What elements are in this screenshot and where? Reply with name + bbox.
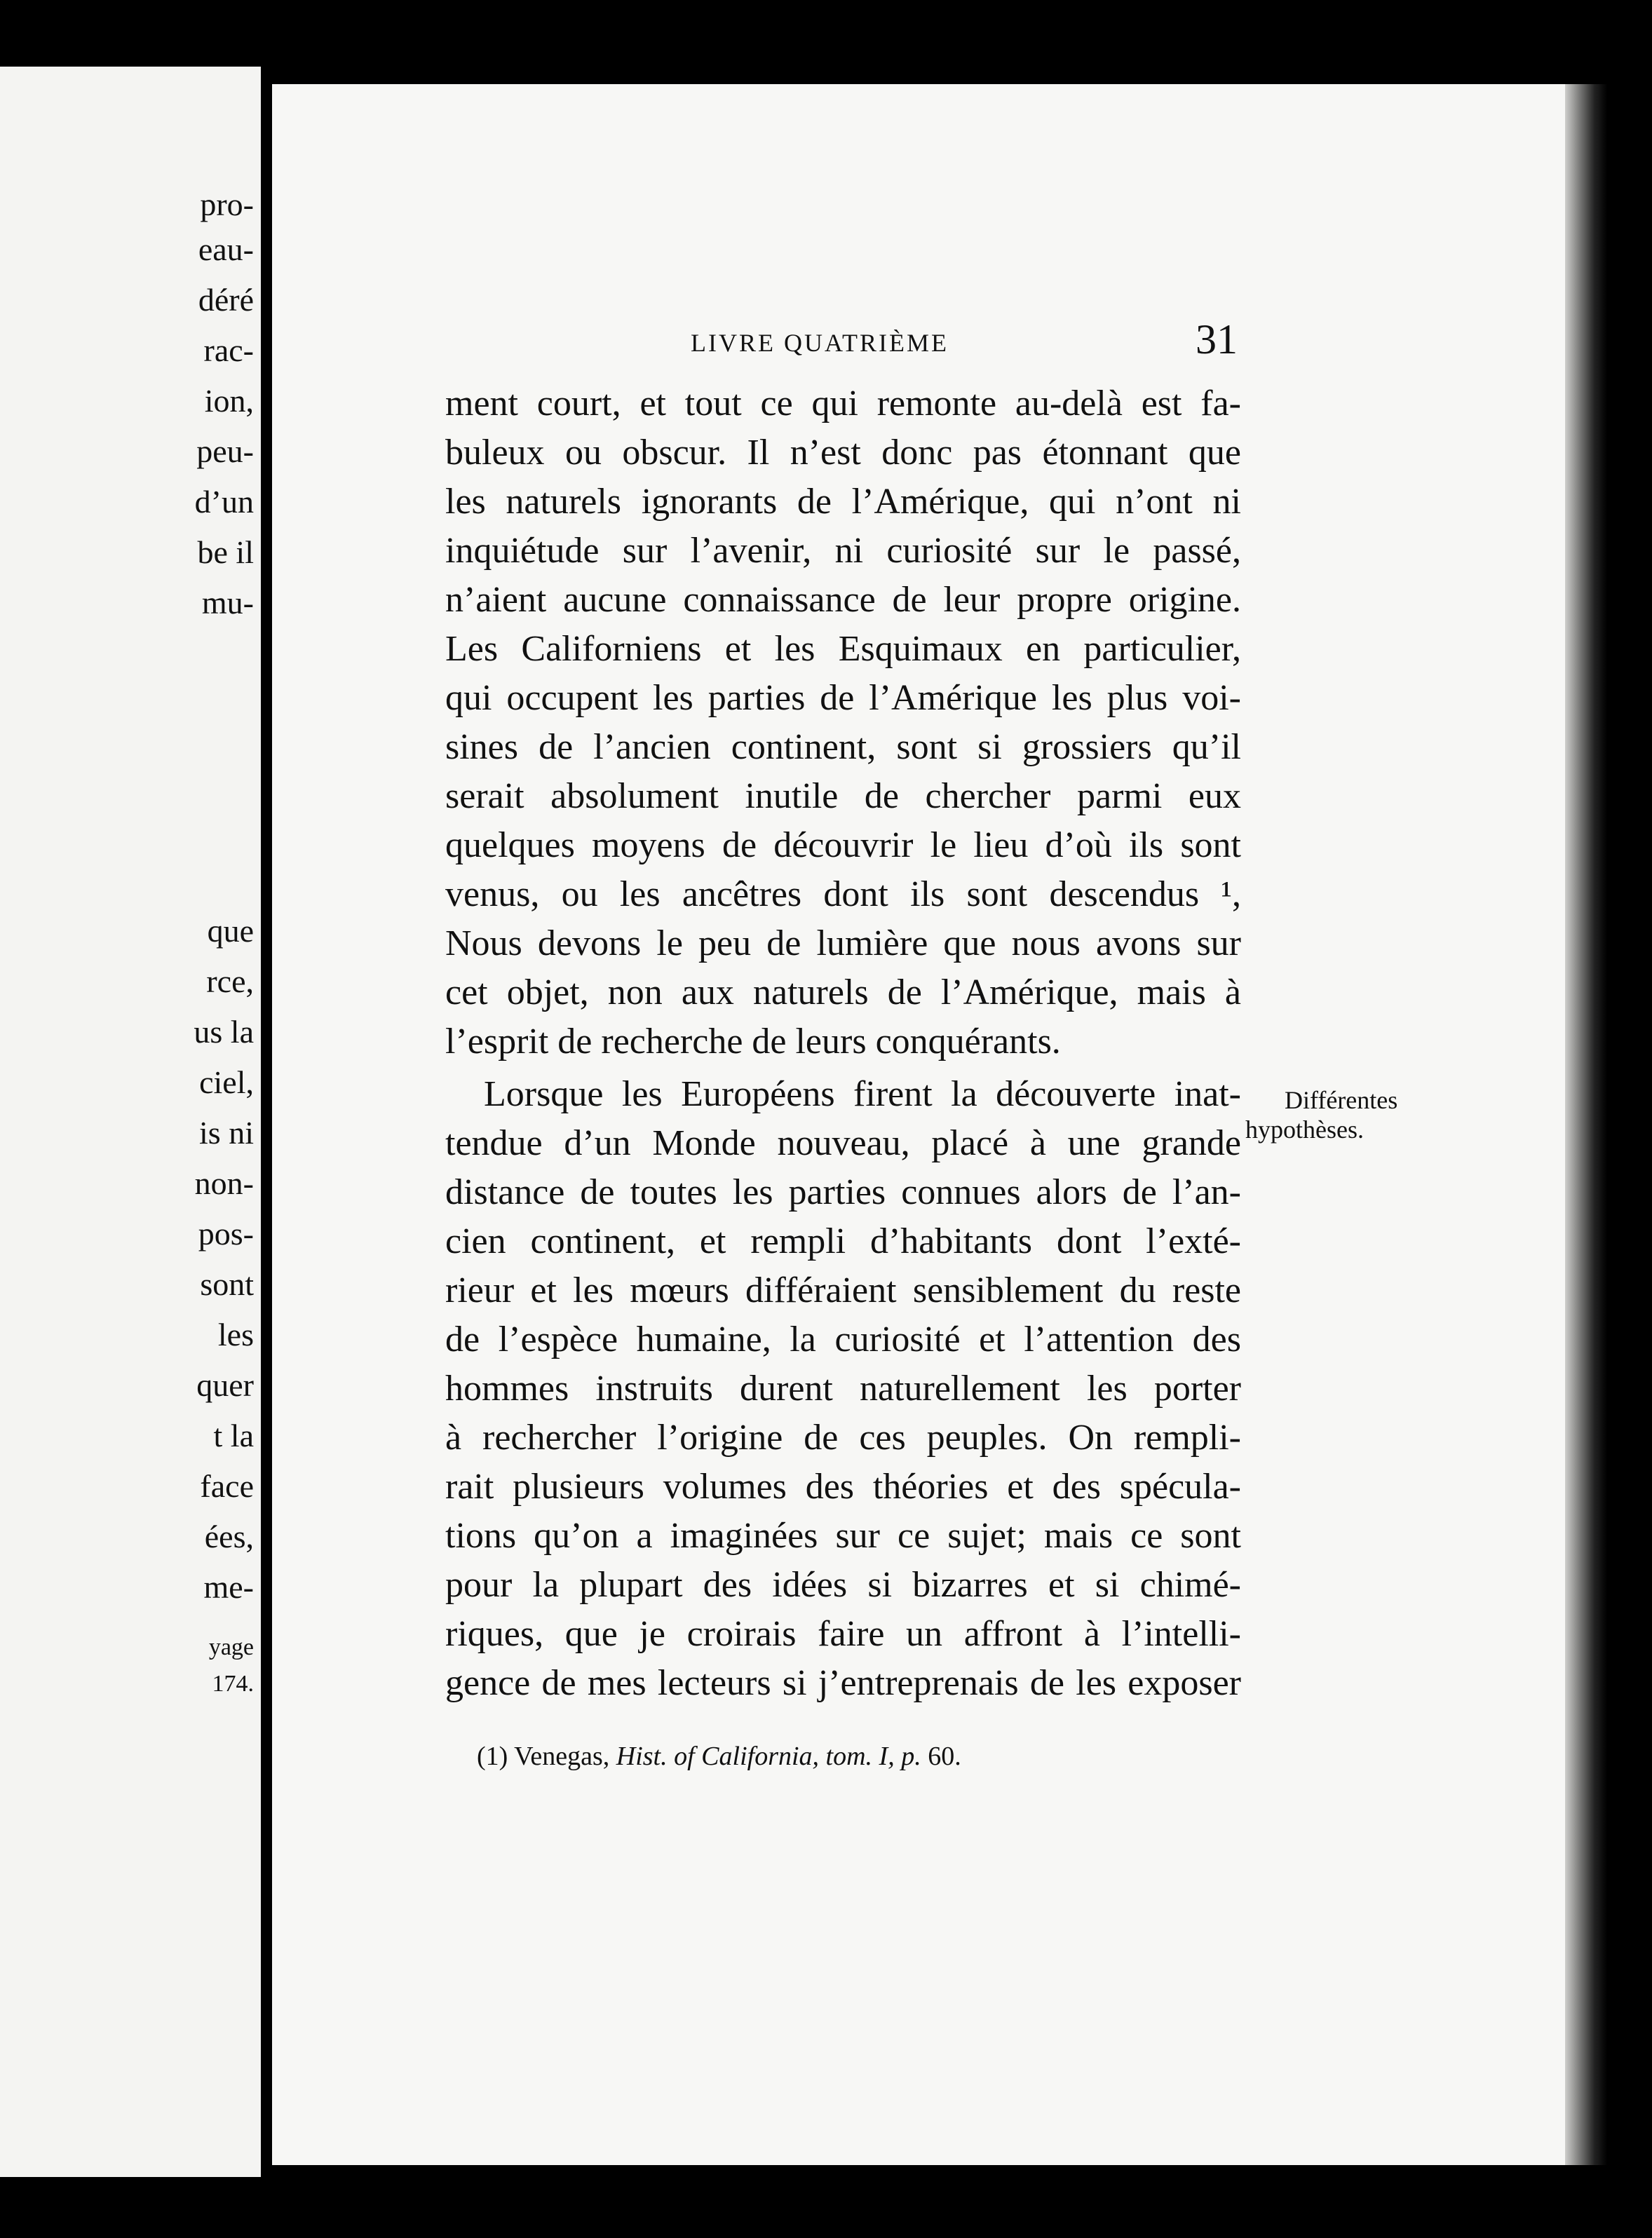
- left-page-line: mu-: [201, 585, 254, 620]
- body-line: Les Californiens et les Esquimaux en particulier,: [445, 629, 1241, 669]
- footnote-title: Hist. of California, tom. I, p.: [616, 1742, 921, 1771]
- left-page-line: us la: [194, 1014, 254, 1050]
- body-line: inquiétude sur l’avenir, ni curiosité sur le passé,: [445, 531, 1241, 571]
- left-page-line: me-: [203, 1569, 254, 1605]
- body-line: l’esprit de recherche de leurs conquérants.: [445, 1022, 1061, 1062]
- margin-note-line: hypothèses.: [1245, 1115, 1364, 1144]
- left-page-fragment: [0, 67, 261, 2177]
- footnote-page: 60.: [928, 1742, 961, 1771]
- body-line: hommes instruits durent naturellement les porter: [445, 1369, 1241, 1409]
- body-line: distance de toutes les parties connues alors de l’an-: [445, 1172, 1241, 1212]
- body-line: ment court, et tout ce qui remonte au-delà est fa-: [445, 384, 1241, 423]
- body-line: pour la plupart des idées si bizarres et si chimé-: [445, 1565, 1241, 1605]
- left-page-line: pro-: [200, 186, 254, 222]
- left-page-line: rac-: [203, 332, 254, 368]
- body-line: tendue d’un Monde nouveau, placé à une grande: [445, 1123, 1241, 1163]
- margin-note-line: Différentes: [1285, 1086, 1398, 1114]
- body-line: venus, ou les ancêtres dont ils sont descendus ¹,: [445, 874, 1241, 914]
- body-line: quelques moyens de découvrir le lieu d’où ils sont: [445, 825, 1241, 865]
- body-line: buleux ou obscur. Il n’est donc pas étonnant que: [445, 433, 1241, 473]
- body-line: serait absolument inutile de chercher parmi eux: [445, 776, 1241, 816]
- left-page-footnote: 174.: [212, 1671, 254, 1697]
- left-page-line: d’un: [194, 484, 254, 520]
- body-line: rieur et les mœurs différaient sensiblement du reste: [445, 1270, 1241, 1310]
- left-page-line: rce,: [206, 963, 254, 999]
- left-page-line: non-: [194, 1165, 254, 1201]
- left-page-line: que: [207, 913, 254, 949]
- left-page-line: ciel,: [199, 1064, 254, 1100]
- left-page-line: face: [200, 1468, 254, 1504]
- page-edge-shadow: [1565, 84, 1607, 2165]
- left-page-line: ion,: [204, 383, 254, 419]
- body-line: n’aient aucune connaissance de leur propre origine.: [445, 580, 1241, 620]
- body-line: sines de l’ancien continent, sont si grossiers qu’il: [445, 727, 1241, 767]
- body-line: riques, que je croirais faire un affront à l’intelli-: [445, 1614, 1241, 1654]
- left-page-line: ées,: [204, 1519, 254, 1554]
- running-head: LIVRE QUATRIÈME: [691, 329, 949, 357]
- body-line: rait plusieurs volumes des théories et des spécula-: [445, 1467, 1241, 1507]
- body-line: les naturels ignorants de l’Amérique, qui n’ont ni: [445, 482, 1241, 522]
- body-line: à rechercher l’origine de ces peuples. On rempli-: [445, 1418, 1241, 1458]
- footnote-marker: (1): [477, 1742, 508, 1771]
- footnote-author: Venegas,: [514, 1742, 610, 1771]
- page-number: 31: [1196, 316, 1238, 362]
- body-line: Lorsque les Européens firent la découverte inat-: [484, 1074, 1241, 1114]
- body-line: cien continent, et rempli d’habitants dont l’exté-: [445, 1221, 1241, 1261]
- body-line: de l’espèce humaine, la curiosité et l’attention des: [445, 1320, 1241, 1359]
- body-line: gence de mes lecteurs si j’entreprenais de les exposer: [445, 1663, 1241, 1703]
- body-line: tions qu’on a imaginées sur ce sujet; mais ce sont: [445, 1516, 1241, 1556]
- left-page-line: peu-: [196, 433, 254, 469]
- left-page-footnote: yage: [208, 1634, 254, 1660]
- left-page-line: quer: [196, 1367, 254, 1403]
- body-line: qui occupent les parties de l’Amérique les plus voi-: [445, 678, 1241, 718]
- body-line: cet objet, non aux naturels de l’Amérique, mais à: [445, 972, 1241, 1012]
- left-page-line: les: [217, 1317, 254, 1352]
- left-page-line: pos-: [198, 1216, 254, 1252]
- left-page-line: is ni: [199, 1115, 254, 1151]
- left-page-line: eau-: [198, 231, 254, 267]
- left-page-line: be il: [197, 534, 254, 570]
- footnote: [477, 1741, 961, 1772]
- left-page-line: déré: [198, 282, 254, 318]
- body-line: Nous devons le peu de lumière que nous avons sur: [445, 923, 1241, 963]
- left-page-line: sont: [200, 1266, 254, 1302]
- left-page-line: t la: [213, 1418, 254, 1453]
